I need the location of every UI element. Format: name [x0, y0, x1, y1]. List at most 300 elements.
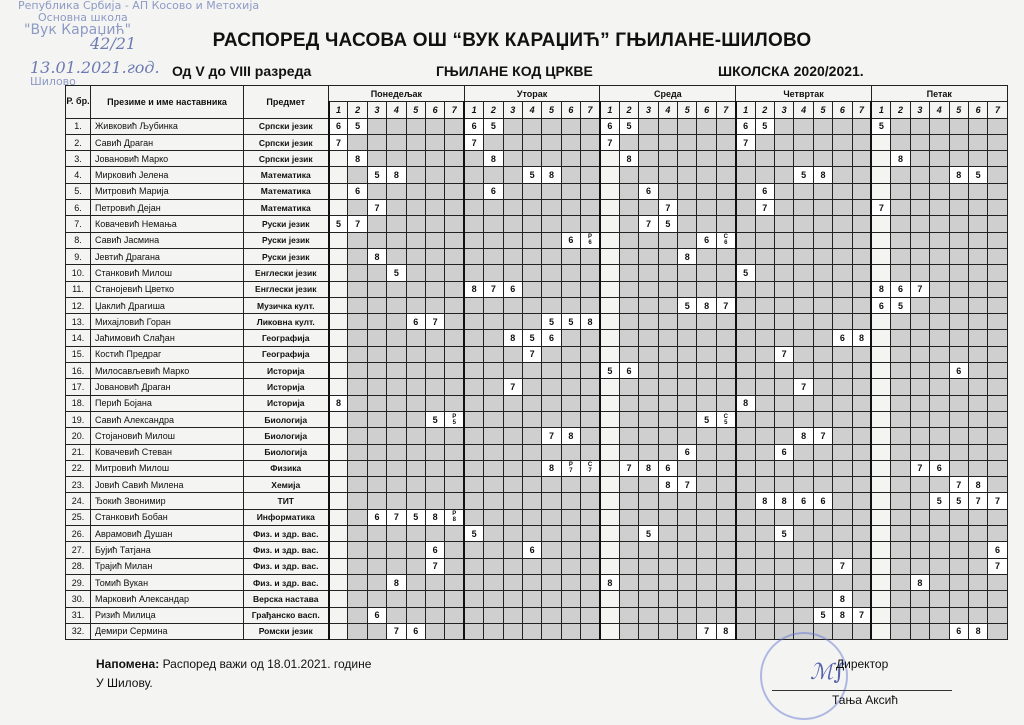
page-title: РАСПОРЕД ЧАСОВА ОШ “ВУК КАРАЏИЋ” ГЊИЛАНЕ-ШИЛОВО — [212, 30, 812, 51]
schedule-cell — [813, 460, 832, 476]
schedule-cell — [852, 379, 871, 395]
schedule-cell: 8 — [678, 248, 697, 264]
schedule-cell — [329, 493, 348, 509]
schedule-cell — [329, 509, 348, 525]
schedule-cell — [930, 607, 949, 623]
subject-name: Ликовна култ. — [244, 314, 329, 330]
schedule-cell — [755, 346, 774, 362]
schedule-cell — [406, 346, 425, 362]
schedule-cell — [852, 460, 871, 476]
schedule-cell — [891, 607, 910, 623]
director-label: Директор — [836, 657, 889, 671]
schedule-cell — [503, 200, 522, 216]
schedule-cell — [425, 363, 444, 379]
schedule-cell: 7 — [736, 134, 755, 150]
schedule-cell — [329, 428, 348, 444]
schedule-cell — [891, 460, 910, 476]
schedule-cell — [600, 314, 619, 330]
schedule-cell — [968, 411, 987, 427]
schedule-cell — [949, 428, 968, 444]
schedule-cell — [658, 444, 677, 460]
schedule-cell — [581, 200, 600, 216]
schedule-cell — [425, 477, 444, 493]
schedule-cell — [794, 232, 813, 248]
schedule-cell — [755, 265, 774, 281]
schedule-cell — [329, 200, 348, 216]
schedule-cell — [678, 216, 697, 232]
schedule-cell — [813, 558, 832, 574]
schedule-cell — [697, 151, 716, 167]
row-number: 31. — [66, 607, 91, 623]
schedule-cell — [736, 460, 755, 476]
schedule-cell: 5 — [522, 330, 541, 346]
teacher-name: Ђокић Звонимир — [91, 493, 244, 509]
schedule-cell — [852, 297, 871, 313]
schedule-cell — [891, 477, 910, 493]
day-header-tuesday: Уторак — [464, 86, 600, 102]
schedule-cell: 5 — [484, 118, 503, 134]
schedule-cell — [406, 281, 425, 297]
schedule-cell — [329, 444, 348, 460]
schedule-cell — [813, 248, 832, 264]
schedule-cell — [678, 134, 697, 150]
schedule-cell: 5 — [794, 167, 813, 183]
schedule-cell — [387, 248, 406, 264]
schedule-cell — [755, 314, 774, 330]
schedule-cell — [833, 346, 852, 362]
schedule-cell — [581, 297, 600, 313]
schedule-cell — [445, 607, 464, 623]
schedule-cell — [813, 526, 832, 542]
schedule-cell: 8 — [658, 477, 677, 493]
schedule-cell — [736, 314, 755, 330]
period-header: 4 — [930, 102, 949, 118]
schedule-cell — [736, 477, 755, 493]
schedule-cell — [833, 379, 852, 395]
schedule-cell — [561, 591, 580, 607]
schedule-cell: 7 — [503, 379, 522, 395]
schedule-cell — [988, 167, 1007, 183]
day-header-friday: Петак — [871, 86, 1007, 102]
schedule-cell: 5 — [329, 216, 348, 232]
schedule-cell — [813, 200, 832, 216]
schedule-cell — [794, 591, 813, 607]
schedule-cell: 8 — [736, 395, 755, 411]
schedule-cell — [503, 134, 522, 150]
teacher-name: Демири Сермина — [91, 623, 244, 639]
schedule-cell — [794, 607, 813, 623]
schedule-cell — [988, 395, 1007, 411]
schedule-cell — [658, 297, 677, 313]
row-number: 6. — [66, 200, 91, 216]
schedule-cell: 6 — [425, 542, 444, 558]
schedule-cell: 5 — [522, 167, 541, 183]
schedule-cell — [348, 167, 367, 183]
schedule-cell — [949, 200, 968, 216]
schedule-cell — [561, 623, 580, 639]
schedule-cell — [833, 265, 852, 281]
schedule-cell — [813, 591, 832, 607]
schedule-cell — [484, 558, 503, 574]
schedule-cell — [387, 183, 406, 199]
schedule-cell — [678, 395, 697, 411]
schedule-cell: 8 — [910, 574, 929, 590]
schedule-cell — [833, 297, 852, 313]
schedule-cell — [736, 428, 755, 444]
schedule-cell — [794, 477, 813, 493]
schedule-cell — [755, 330, 774, 346]
schedule-cell — [425, 460, 444, 476]
schedule-cell — [910, 346, 929, 362]
subject-name: Физ. и здр. вас. — [244, 542, 329, 558]
schedule-cell — [639, 346, 658, 362]
schedule-cell — [833, 151, 852, 167]
schedule-cell: 7 — [348, 216, 367, 232]
schedule-cell — [445, 134, 464, 150]
schedule-cell — [581, 460, 600, 476]
table-row — [66, 526, 1008, 542]
schedule-cell — [484, 395, 503, 411]
schedule-cell — [367, 363, 386, 379]
schedule-cell — [658, 363, 677, 379]
schedule-cell — [348, 477, 367, 493]
schedule-cell — [968, 346, 987, 362]
schedule-cell — [387, 363, 406, 379]
schedule-cell — [774, 167, 793, 183]
schedule-cell — [329, 591, 348, 607]
schedule-cell — [968, 607, 987, 623]
schedule-cell — [445, 330, 464, 346]
schedule-cell: 8 — [891, 151, 910, 167]
schedule-cell: 6 — [891, 281, 910, 297]
schedule-cell — [348, 509, 367, 525]
schedule-cell: 6 — [949, 363, 968, 379]
teacher-name: Митровић Милош — [91, 460, 244, 476]
schedule-cell — [542, 526, 561, 542]
table-row — [66, 281, 1008, 297]
schedule-cell — [697, 183, 716, 199]
col-subject-header: Предмет — [244, 86, 329, 119]
schedule-cell — [716, 542, 735, 558]
schedule-cell: 7 — [755, 200, 774, 216]
schedule-cell — [678, 493, 697, 509]
split-cell-value — [562, 462, 580, 474]
schedule-cell: 7 — [910, 460, 929, 476]
schedule-cell — [910, 509, 929, 525]
schedule-cell — [484, 363, 503, 379]
schedule-cell — [367, 232, 386, 248]
schedule-cell — [581, 607, 600, 623]
schedule-cell: 6 — [464, 118, 483, 134]
schedule-cell — [445, 167, 464, 183]
schedule-cell — [949, 558, 968, 574]
schedule-cell — [891, 395, 910, 411]
schedule-cell — [484, 297, 503, 313]
schedule-cell — [678, 623, 697, 639]
schedule-cell — [736, 200, 755, 216]
row-number: 27. — [66, 542, 91, 558]
schedule-cell — [503, 363, 522, 379]
schedule-cell: 6 — [736, 118, 755, 134]
schedule-cell — [425, 183, 444, 199]
stamp-line-2: Основна школа — [38, 11, 128, 24]
schedule-cell — [910, 183, 929, 199]
split-part: С — [723, 413, 728, 420]
schedule-cell — [871, 346, 890, 362]
schedule-cell — [716, 134, 735, 150]
schedule-cell — [658, 346, 677, 362]
director-name: Тања Аксић — [832, 693, 898, 707]
schedule-cell — [930, 346, 949, 362]
schedule-cell — [542, 379, 561, 395]
schedule-cell — [367, 591, 386, 607]
note-label: Напомена: — [96, 657, 160, 671]
table-row — [66, 346, 1008, 362]
schedule-cell — [367, 379, 386, 395]
schedule-cell — [716, 607, 735, 623]
schedule-cell — [697, 395, 716, 411]
schedule-cell — [445, 379, 464, 395]
schedule-cell — [910, 314, 929, 330]
schedule-cell — [678, 314, 697, 330]
schedule-cell — [581, 346, 600, 362]
schedule-cell — [503, 167, 522, 183]
schedule-cell — [639, 379, 658, 395]
schedule-cell — [561, 248, 580, 264]
schedule-cell — [833, 248, 852, 264]
schedule-cell — [716, 167, 735, 183]
schedule-cell — [522, 151, 541, 167]
signature-line — [772, 690, 952, 691]
stamp-line-1: Република Србија - АП Косово и Метохија — [18, 0, 260, 12]
schedule-cell — [852, 248, 871, 264]
schedule-cell — [871, 363, 890, 379]
stamp-line-3: "Вук Караџић" — [24, 22, 132, 38]
schedule-cell — [503, 574, 522, 590]
schedule-cell — [425, 232, 444, 248]
schedule-cell — [774, 314, 793, 330]
schedule-cell — [833, 395, 852, 411]
schedule-cell — [774, 428, 793, 444]
schedule-cell — [755, 558, 774, 574]
schedule-cell — [464, 265, 483, 281]
schedule-cell — [774, 574, 793, 590]
schedule-cell — [425, 591, 444, 607]
schedule-cell — [484, 623, 503, 639]
schedule-cell — [561, 542, 580, 558]
schedule-cell — [930, 314, 949, 330]
schedule-cell — [522, 460, 541, 476]
schedule-cell — [639, 167, 658, 183]
schedule-cell — [678, 574, 697, 590]
teacher-name: Јаћимовић Слађан — [91, 330, 244, 346]
schedule-cell — [697, 281, 716, 297]
schedule-cell — [930, 151, 949, 167]
period-header: 2 — [755, 102, 774, 118]
schedule-cell — [464, 574, 483, 590]
schedule-cell — [755, 248, 774, 264]
schedule-cell — [522, 493, 541, 509]
schedule-cell — [464, 379, 483, 395]
row-number: 29. — [66, 574, 91, 590]
schedule-cell — [716, 151, 735, 167]
schedule-cell — [968, 591, 987, 607]
schedule-cell — [968, 509, 987, 525]
schedule-cell — [658, 526, 677, 542]
schedule-cell: 6 — [561, 232, 580, 248]
schedule-cell — [658, 509, 677, 525]
schedule-cell — [697, 574, 716, 590]
schedule-cell: 7 — [522, 346, 541, 362]
schedule-cell — [774, 542, 793, 558]
schedule-cell — [639, 411, 658, 427]
row-number: 9. — [66, 248, 91, 264]
schedule-cell — [348, 460, 367, 476]
row-number: 12. — [66, 297, 91, 313]
schedule-cell — [561, 297, 580, 313]
schedule-cell — [697, 346, 716, 362]
subject-name: Историја — [244, 379, 329, 395]
schedule-cell — [813, 134, 832, 150]
schedule-cell — [910, 623, 929, 639]
schedule-cell — [658, 428, 677, 444]
schedule-cell — [406, 460, 425, 476]
schedule-cell — [930, 574, 949, 590]
schedule-cell — [561, 558, 580, 574]
schedule-cell — [716, 460, 735, 476]
schedule-cell — [678, 591, 697, 607]
schedule-cell — [697, 265, 716, 281]
table-row — [66, 265, 1008, 281]
schedule-cell — [348, 200, 367, 216]
schedule-cell — [561, 460, 580, 476]
schedule-cell — [639, 330, 658, 346]
split-part: 6 — [724, 240, 728, 247]
teacher-name: Ковачевић Немања — [91, 216, 244, 232]
schedule-cell — [600, 216, 619, 232]
teacher-name: Савић Јасмина — [91, 232, 244, 248]
schedule-cell — [794, 183, 813, 199]
schedule-cell — [367, 493, 386, 509]
schedule-cell — [329, 460, 348, 476]
schedule-cell — [600, 248, 619, 264]
schedule-cell — [503, 526, 522, 542]
schedule-cell — [600, 444, 619, 460]
schedule-cell — [833, 200, 852, 216]
schedule-cell — [968, 118, 987, 134]
schedule-cell — [891, 623, 910, 639]
schedule-cell — [755, 134, 774, 150]
schedule-cell — [697, 558, 716, 574]
schedule-cell — [425, 379, 444, 395]
schedule-cell — [445, 411, 464, 427]
schedule-cell — [871, 411, 890, 427]
schedule-cell — [581, 281, 600, 297]
schedule-cell — [522, 623, 541, 639]
schedule-cell — [348, 232, 367, 248]
period-header: 4 — [522, 102, 541, 118]
subject-name: Биологија — [244, 428, 329, 444]
schedule-cell: 8 — [949, 167, 968, 183]
schedule-cell: 8 — [697, 297, 716, 313]
schedule-cell — [794, 558, 813, 574]
schedule-cell — [639, 444, 658, 460]
schedule-cell — [639, 118, 658, 134]
schedule-cell — [561, 151, 580, 167]
schedule-cell — [871, 542, 890, 558]
schedule-cell — [484, 248, 503, 264]
subject-name: Ромски језик — [244, 623, 329, 639]
teacher-name: Томић Вукан — [91, 574, 244, 590]
schedule-cell — [464, 428, 483, 444]
schedule-cell — [755, 460, 774, 476]
schedule-cell — [910, 200, 929, 216]
schedule-cell — [678, 118, 697, 134]
schedule-cell — [425, 330, 444, 346]
schedule-cell — [600, 281, 619, 297]
schedule-cell — [949, 183, 968, 199]
schedule-cell — [755, 395, 774, 411]
schedule-cell — [387, 460, 406, 476]
schedule-cell — [852, 574, 871, 590]
schedule-cell — [794, 444, 813, 460]
schedule-cell: 5 — [930, 493, 949, 509]
schedule-cell — [678, 200, 697, 216]
schedule-cell — [774, 183, 793, 199]
schedule-cell — [639, 265, 658, 281]
teacher-name: Стојановић Милош — [91, 428, 244, 444]
schedule-cell — [600, 167, 619, 183]
schedule-cell — [891, 183, 910, 199]
schedule-cell — [930, 183, 949, 199]
schedule-cell — [910, 591, 929, 607]
period-header: 5 — [542, 102, 561, 118]
schedule-cell — [716, 395, 735, 411]
schedule-cell — [678, 151, 697, 167]
schedule-cell — [464, 330, 483, 346]
subject-name: Енглески језик — [244, 265, 329, 281]
schedule-cell — [522, 200, 541, 216]
schedule-cell — [988, 265, 1007, 281]
schedule-cell — [639, 509, 658, 525]
schedule-cell — [639, 623, 658, 639]
schedule-cell — [445, 444, 464, 460]
schedule-cell — [949, 444, 968, 460]
schedule-cell — [716, 591, 735, 607]
schedule-cell — [716, 216, 735, 232]
table-row — [66, 379, 1008, 395]
schedule-cell — [503, 232, 522, 248]
schedule-cell: 7 — [774, 346, 793, 362]
schedule-cell — [484, 477, 503, 493]
schedule-cell: 5 — [774, 526, 793, 542]
schedule-cell — [988, 248, 1007, 264]
stamp-place: Шилово — [30, 75, 76, 88]
subject-name: Математика — [244, 167, 329, 183]
schedule-cell — [367, 460, 386, 476]
schedule-cell — [464, 623, 483, 639]
schedule-cell — [445, 460, 464, 476]
schedule-cell — [329, 477, 348, 493]
schedule-cell — [639, 281, 658, 297]
schedule-cell — [988, 314, 1007, 330]
schedule-cell — [367, 395, 386, 411]
schedule-cell — [755, 363, 774, 379]
schedule-cell — [678, 183, 697, 199]
schedule-cell — [755, 591, 774, 607]
schedule-cell — [503, 183, 522, 199]
schedule-cell — [445, 623, 464, 639]
